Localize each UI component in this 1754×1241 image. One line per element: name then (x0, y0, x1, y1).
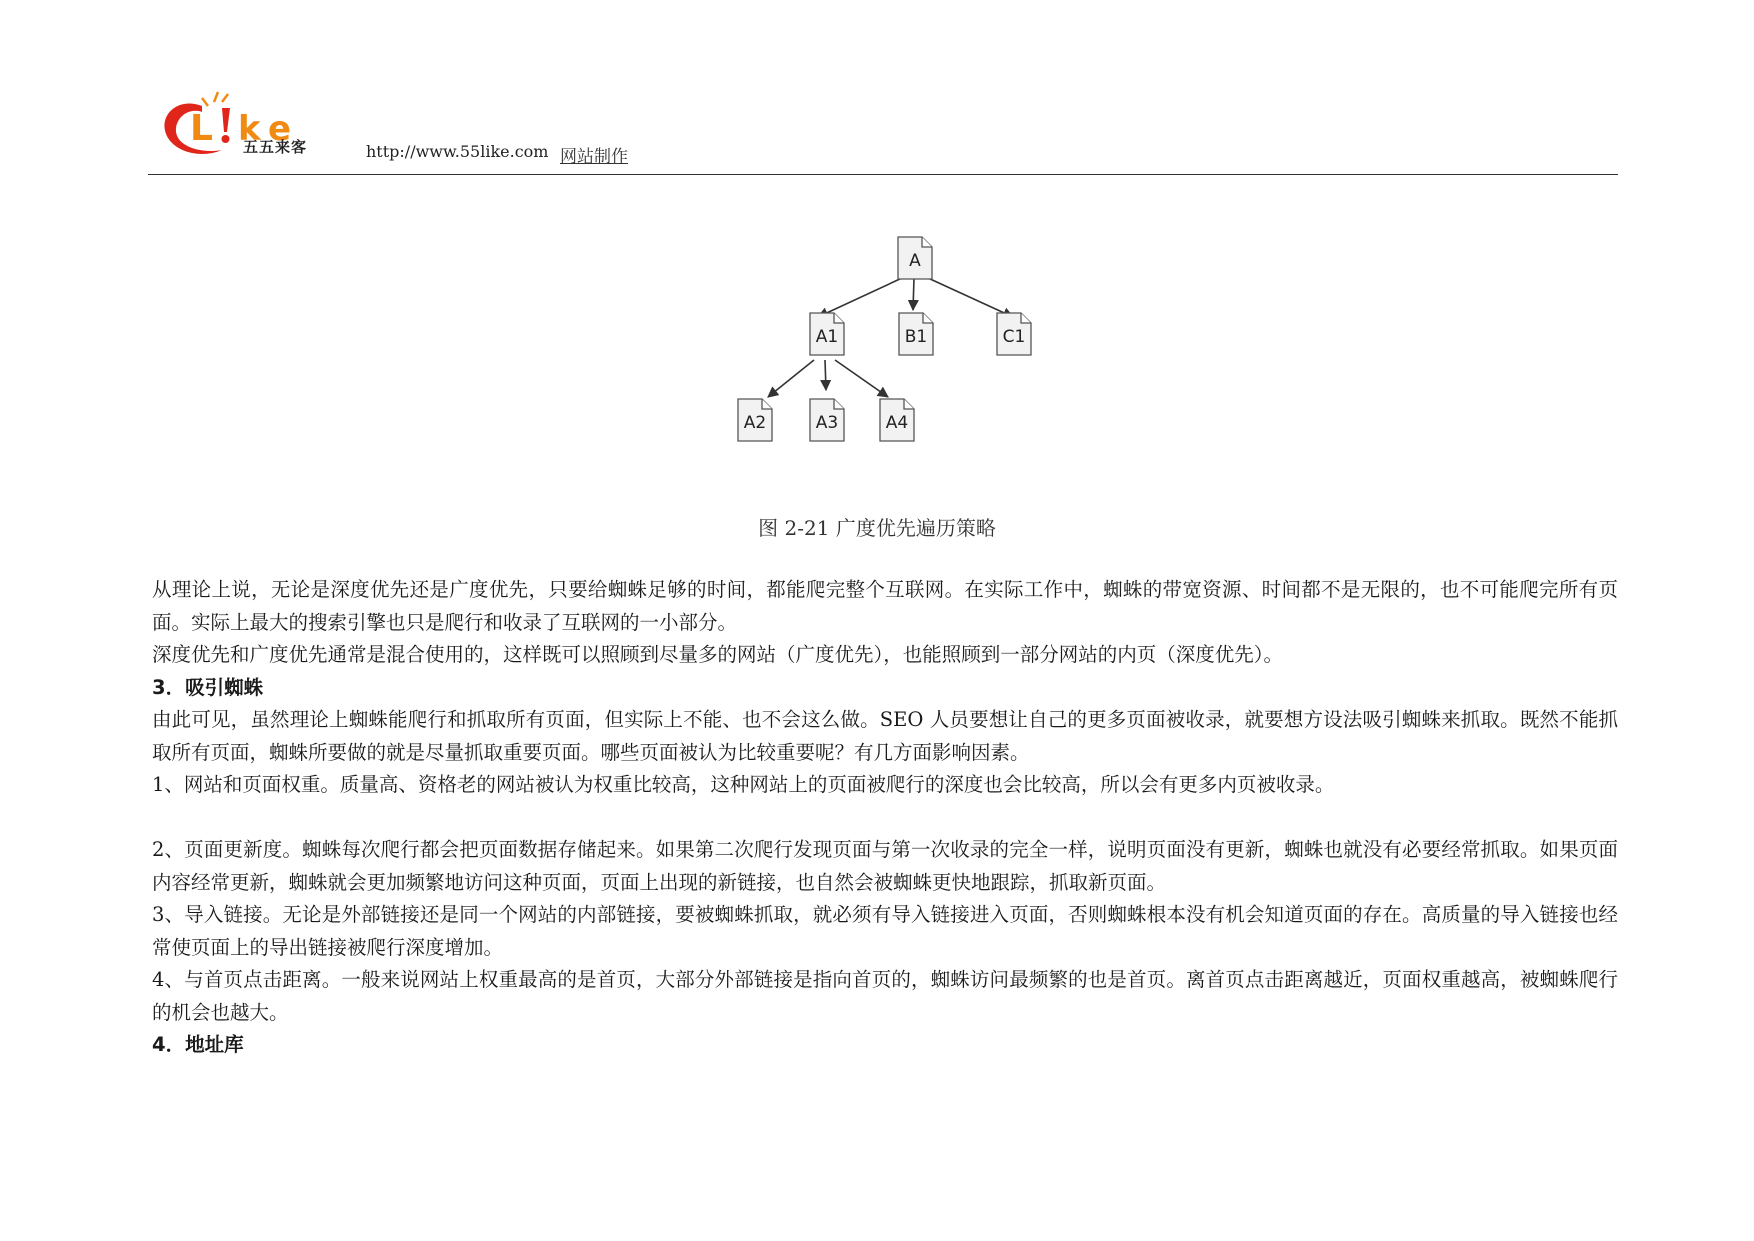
article-body (152, 574, 1618, 1062)
node-a-label: A (909, 251, 921, 271)
paragraph-attract-intro: 由此可见，虽然理论上蜘蛛能爬行和抓取所有页面，但实际上不能、也不会这么做。SEO 人员要想让自己的更多页面被收录，就要想方设法吸引蜘蛛来抓取。既然不能抓取所有页面，蜘蛛所要做的就是尽量抓取重要页面。哪些页面被认为比较重要呢？有几方面影响因素。 (152, 708, 1618, 764)
list-item-update-frequency: 2、页面更新度。蜘蛛每次爬行都会把页面数据存储起来。如果第二次爬行发现页面与第一次收录的完全一样，说明页面没有更新，蜘蛛也就没有必要经常抓取。如果页面内容经常更新，蜘蛛就会更加频繁地访问这种页面，页面上出现的新链接，也自然会被蜘蛛更快地跟踪，抓取新页面。 (152, 838, 1618, 894)
paragraph-mixed-use: 深度优先和广度优先通常是混合使用的，这样既可以照顾到尽量多的网站（广度优先），也能照顾到一部分网站的内页（深度优先）。 (152, 643, 1284, 666)
edge-a1-a3 (825, 360, 826, 390)
edge-a-b1 (913, 278, 914, 310)
node-a4 (880, 399, 914, 441)
node-a1-label: A1 (815, 327, 839, 347)
page-header (148, 78, 1618, 176)
like-logo (156, 88, 336, 170)
section-heading-attract-spiders: 3．吸引蜘蛛 (152, 675, 264, 699)
node-b1-label: B1 (904, 327, 928, 347)
list-item-page-weight: 1、网站和页面权重。质量高、资格老的网站被认为权重比较高，这种网站上的页面被爬行的深度也会比较高，所以会有更多内页被收录。 (152, 773, 1335, 796)
list-item-inbound-links: 3、导入链接。无论是外部链接还是同一个网站的内部链接，要被蜘蛛抓取，就必须有导入链接进入页面，否则蜘蛛根本没有机会知道页面的存在。高质量的导入链接也经常使页面上的导出链接被爬行深度增加。 (152, 903, 1618, 959)
node-a3 (810, 399, 844, 441)
node-a2 (738, 399, 772, 441)
node-a1 (810, 313, 844, 355)
list-item-click-distance: 4、与首页点击距离。一般来说网站上权重最高的是首页，大部分外部链接是指向首页的，蜘蛛访问最频繁的也是首页。离首页点击距离越近，页面权重越高，被蜘蛛爬行的机会也越大。 (152, 968, 1618, 1024)
section-heading-url-database: 4．地址库 (152, 1033, 244, 1056)
svg-text:L: L (190, 108, 213, 149)
node-c1 (997, 313, 1031, 355)
svg-text:k: k (238, 109, 261, 149)
edge-a1-a4 (835, 360, 888, 397)
edge-a-a1 (818, 278, 902, 317)
tree-edges (768, 278, 1013, 397)
node-c1-label: C1 (1002, 327, 1026, 347)
node-b1 (899, 313, 933, 355)
svg-text:e: e (268, 109, 292, 149)
edge-a1-a2 (768, 360, 814, 397)
node-a (898, 237, 932, 279)
logo-subtitle: 五五来客 (243, 138, 308, 156)
blank-line (152, 802, 1618, 835)
paragraph-theory: 从理论上说，无论是深度优先还是广度优先，只要给蜘蛛足够的时间，都能爬完整个互联网。在实际工作中，蜘蛛的带宽资源、时间都不是无限的，也不可能爬完所有页面。实际上最大的搜索引擎也只是爬行和收录了互联网的一小部分。 (152, 578, 1618, 634)
figure-caption: 图 2-21 广度优先遍历策略 (758, 516, 996, 540)
web-design-link[interactable]: 网站制作 (560, 147, 628, 167)
node-a2-label: A2 (743, 413, 767, 433)
bfs-tree-diagram (700, 225, 1070, 465)
header-divider (148, 174, 1618, 175)
site-url: http://www.55like.com (366, 142, 549, 161)
node-a3-label: A3 (815, 413, 839, 433)
edge-a-c1 (928, 278, 1013, 317)
node-a4-label: A4 (885, 413, 909, 433)
